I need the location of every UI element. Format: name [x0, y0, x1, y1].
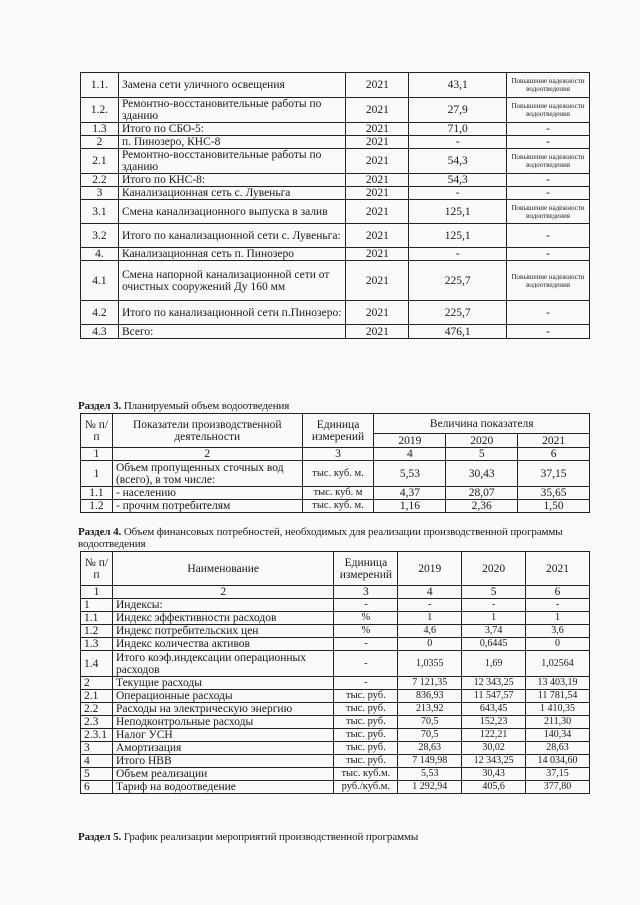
row-year: 2021: [346, 187, 409, 200]
row-name: Амортизация: [112, 742, 333, 755]
row-value: 211,30: [526, 716, 590, 729]
row-note: Повышение надежности водоотведения: [507, 200, 590, 224]
row-number: 1: [81, 461, 113, 487]
row-unit: -: [334, 599, 398, 612]
row-name: Итого коэф.индексации операционных расходов: [112, 651, 333, 677]
table-row: [81, 625, 590, 638]
row-value: -: [409, 248, 507, 261]
row-name: Индекс потребительских цен: [112, 625, 333, 638]
row-value: 1,02564: [526, 651, 590, 677]
row-value: 1: [462, 612, 526, 625]
row-value: 3,6: [526, 625, 590, 638]
year-2021: 2021: [518, 434, 590, 448]
row-number: 3.2: [81, 224, 119, 248]
table-row: [81, 200, 590, 224]
row-year: 2021: [346, 325, 409, 339]
row-year: 2021: [346, 98, 409, 123]
row-number: 1.2: [81, 500, 113, 513]
row-number: 1.2: [81, 625, 113, 638]
section4-heading: Раздел 4. Объем финансовых потребностей, необходимых для реализации производственной программы водоотведения: [78, 526, 563, 550]
row-value: -: [409, 187, 507, 200]
row-name: Канализационная сеть п. Пинозеро: [118, 248, 346, 261]
row-unit: руб./куб.м.: [334, 781, 398, 794]
table-row: [81, 461, 590, 487]
row-name: Ремонтно-восстановительные работы по зданию: [118, 149, 346, 174]
row-year: 2021: [346, 248, 409, 261]
row-value: 27,9: [409, 98, 507, 123]
header-name: Наименование: [112, 552, 333, 586]
row-value: 4,37: [374, 487, 446, 500]
table-row: [81, 123, 590, 136]
row-number: 3.1: [81, 200, 119, 224]
row-number: 2.3: [81, 716, 113, 729]
row-note: -: [507, 301, 590, 325]
header-indicator: Показатели производственной деятельности: [112, 414, 302, 448]
row-value: 4,6: [398, 625, 462, 638]
col-index: 1: [81, 586, 113, 599]
row-note: -: [507, 224, 590, 248]
table-row: [81, 599, 590, 612]
row-value: 377,80: [526, 781, 590, 794]
row-name: Итого НВВ: [112, 755, 333, 768]
row-number: 4.2: [81, 301, 119, 325]
row-name: Всего:: [118, 325, 346, 339]
row-unit: тыс. куб.м.: [334, 768, 398, 781]
row-name: Операционные расходы: [112, 690, 333, 703]
table-row: [81, 716, 590, 729]
row-value: 0,6445: [462, 638, 526, 651]
row-value: 71,0: [409, 123, 507, 136]
row-value: 476,1: [409, 325, 507, 339]
row-value: 122,21: [462, 729, 526, 742]
row-note: -: [507, 248, 590, 261]
row-number: 1.1: [81, 612, 113, 625]
row-value: 1,0355: [398, 651, 462, 677]
row-year: 2021: [346, 73, 409, 98]
row-number: 3: [81, 742, 113, 755]
row-unit: %: [334, 625, 398, 638]
row-value: 836,93: [398, 690, 462, 703]
row-value: 1: [526, 612, 590, 625]
row-value: 5,53: [374, 461, 446, 487]
row-name: Индекс эффективности расходов: [112, 612, 333, 625]
row-year: 2021: [346, 261, 409, 301]
row-value: 1,16: [374, 500, 446, 513]
measures-table: [80, 72, 590, 339]
row-value: 37,15: [518, 461, 590, 487]
row-name: Замена сети уличного освещения: [118, 73, 346, 98]
table-row: [81, 487, 590, 500]
row-number: 4: [81, 755, 113, 768]
table-row: [81, 638, 590, 651]
row-value: 13 403,19: [526, 677, 590, 690]
row-note: -: [507, 325, 590, 339]
row-value: 1: [398, 612, 462, 625]
row-unit: тыс. куб. м: [302, 487, 374, 500]
section5-heading: Раздел 5. График реализации мероприятий производственной программы: [78, 831, 419, 843]
row-value: 213,92: [398, 703, 462, 716]
row-number: 2.3.1: [81, 729, 113, 742]
row-value: 28,63: [398, 742, 462, 755]
row-value: 14 034,60: [526, 755, 590, 768]
header-num: № п/п: [81, 414, 113, 448]
row-value: -: [398, 599, 462, 612]
col-index: 4: [398, 586, 462, 599]
row-name: Расходы на электрическую энергию: [112, 703, 333, 716]
table-row: [81, 755, 590, 768]
year-2020: 2020: [446, 434, 518, 448]
row-value: 2,36: [446, 500, 518, 513]
table-row: [81, 187, 590, 200]
row-note: -: [507, 174, 590, 187]
row-value: 152,23: [462, 716, 526, 729]
row-unit: -: [334, 638, 398, 651]
row-value: 70,5: [398, 729, 462, 742]
col-index: 5: [446, 448, 518, 461]
row-value: 225,7: [409, 261, 507, 301]
row-year: 2021: [346, 149, 409, 174]
header-value: Величина показателя: [374, 414, 590, 434]
row-name: Смена канализационного выпуска в залив: [118, 200, 346, 224]
row-number: 2.1: [81, 149, 119, 174]
table-row: [81, 729, 590, 742]
row-name: Итого по СБО-5:: [118, 123, 346, 136]
row-unit: тыс. куб. м.: [302, 500, 374, 513]
row-value: 11 781,54: [526, 690, 590, 703]
row-value: 125,1: [409, 224, 507, 248]
row-value: 35,65: [518, 487, 590, 500]
year-2020: 2020: [462, 552, 526, 586]
table-row: [81, 651, 590, 677]
row-value: -: [526, 599, 590, 612]
table-row: [81, 136, 590, 149]
col-index: 5: [462, 586, 526, 599]
row-name: Текущие расходы: [112, 677, 333, 690]
table-row: [81, 612, 590, 625]
header-num: № п/п: [81, 552, 113, 586]
header-unit: Единица измерений: [334, 552, 398, 586]
table-row: [81, 781, 590, 794]
col-index: 3: [302, 448, 374, 461]
row-number: 1.3: [81, 123, 119, 136]
row-unit: тыс. руб.: [334, 690, 398, 703]
row-unit: тыс. руб.: [334, 729, 398, 742]
row-unit: %: [334, 612, 398, 625]
table-row: [81, 703, 590, 716]
row-value: 5,53: [398, 768, 462, 781]
row-note: Повышение надежности водоотведения: [507, 73, 590, 98]
row-number: 4.1: [81, 261, 119, 301]
table-row: [81, 690, 590, 703]
row-number: 4.3: [81, 325, 119, 339]
row-value: 140,34: [526, 729, 590, 742]
row-year: 2021: [346, 174, 409, 187]
row-year: 2021: [346, 224, 409, 248]
row-note: Повышение надежности водоотведения: [507, 98, 590, 123]
row-number: 6: [81, 781, 113, 794]
table-row: [81, 98, 590, 123]
row-value: 405,6: [462, 781, 526, 794]
row-value: 43,1: [409, 73, 507, 98]
table-row: [81, 677, 590, 690]
year-2019: 2019: [374, 434, 446, 448]
row-value: 3,74: [462, 625, 526, 638]
row-value: 37,15: [526, 768, 590, 781]
row-number: 4.: [81, 248, 119, 261]
table-row: [81, 149, 590, 174]
row-unit: тыс. руб.: [334, 703, 398, 716]
row-number: 2: [81, 136, 119, 149]
row-number: 2.1: [81, 690, 113, 703]
row-value: 225,7: [409, 301, 507, 325]
col-index: 1: [81, 448, 113, 461]
volume-table: [80, 413, 590, 513]
row-note: Повышение надежности водоотведения: [507, 149, 590, 174]
row-name: Итого по КНС-8:: [118, 174, 346, 187]
row-value: 1 292,94: [398, 781, 462, 794]
row-unit: -: [334, 651, 398, 677]
row-value: 1 410,35: [526, 703, 590, 716]
col-index: 2: [112, 586, 333, 599]
row-value: 643,45: [462, 703, 526, 716]
row-number: 2.2: [81, 174, 119, 187]
row-value: -: [462, 599, 526, 612]
row-name: Налог УСН: [112, 729, 333, 742]
row-number: 2.2: [81, 703, 113, 716]
row-name: п. Пинозеро, КНС-8: [118, 136, 346, 149]
row-name: Итого по канализационной сети с. Лувеньга:: [118, 224, 346, 248]
row-number: 5: [81, 768, 113, 781]
col-index: 6: [526, 586, 590, 599]
row-number: 1.4: [81, 651, 113, 677]
row-name: Ремонтно-восстановительные работы по зданию: [118, 98, 346, 123]
year-2019: 2019: [398, 552, 462, 586]
row-note: -: [507, 136, 590, 149]
row-number: 2: [81, 677, 113, 690]
table-row: [81, 301, 590, 325]
row-name: Канализационная сеть с. Лувеньга: [118, 187, 346, 200]
table-row: [81, 261, 590, 301]
row-name: Смена напорной канализационной сети от очистных сооружений Ду 160 мм: [118, 261, 346, 301]
row-note: Повышение надежности водоотведения: [507, 261, 590, 301]
header-unit: Единица измерений: [302, 414, 374, 448]
row-unit: -: [334, 677, 398, 690]
row-value: 70,5: [398, 716, 462, 729]
table-row: [81, 248, 590, 261]
row-name: Неподконтрольные расходы: [112, 716, 333, 729]
row-unit: тыс. руб.: [334, 742, 398, 755]
row-value: 1,50: [518, 500, 590, 513]
table-row: [81, 73, 590, 98]
row-value: -: [409, 136, 507, 149]
row-value: 0: [398, 638, 462, 651]
row-value: 30,43: [446, 461, 518, 487]
row-name: - прочим потребителям: [112, 500, 302, 513]
row-name: Индекс количества активов: [112, 638, 333, 651]
row-value: 12 343,25: [462, 755, 526, 768]
row-number: 1.3: [81, 638, 113, 651]
table-row: [81, 224, 590, 248]
finance-table: [80, 551, 590, 794]
row-number: 1.2.: [81, 98, 119, 123]
row-name: Итого по канализационной сети п.Пинозеро:: [118, 301, 346, 325]
row-value: 30,43: [462, 768, 526, 781]
row-value: 7 149,98: [398, 755, 462, 768]
row-value: 54,3: [409, 149, 507, 174]
row-year: 2021: [346, 123, 409, 136]
row-value: 28,63: [526, 742, 590, 755]
row-number: 1.1: [81, 487, 113, 500]
col-index: 3: [334, 586, 398, 599]
year-2021: 2021: [526, 552, 590, 586]
row-value: 30,02: [462, 742, 526, 755]
row-note: -: [507, 187, 590, 200]
row-number: 3: [81, 187, 119, 200]
row-value: 11 547,57: [462, 690, 526, 703]
col-index: 4: [374, 448, 446, 461]
row-name: Объем пропущенных сточных вод (всего), в том числе:: [112, 461, 302, 487]
row-unit: тыс. руб.: [334, 755, 398, 768]
row-name: Объем реализации: [112, 768, 333, 781]
row-note: -: [507, 123, 590, 136]
row-value: 12 343,25: [462, 677, 526, 690]
table-row: [81, 325, 590, 339]
row-value: 125,1: [409, 200, 507, 224]
row-value: 0: [526, 638, 590, 651]
section3-heading: Раздел 3. Планируемый объем водоотведения: [78, 400, 290, 412]
row-year: 2021: [346, 301, 409, 325]
row-number: 1.1.: [81, 73, 119, 98]
row-name: Тариф на водоотведение: [112, 781, 333, 794]
table-row: [81, 500, 590, 513]
row-value: 54,3: [409, 174, 507, 187]
row-year: 2021: [346, 136, 409, 149]
row-value: 1,69: [462, 651, 526, 677]
row-unit: тыс. руб.: [334, 716, 398, 729]
row-name: Индексы:: [112, 599, 333, 612]
table-row: [81, 742, 590, 755]
table-row: [81, 768, 590, 781]
table-row: [81, 174, 590, 187]
row-value: 28,07: [446, 487, 518, 500]
row-unit: тыс. куб. м.: [302, 461, 374, 487]
row-value: 7 121,35: [398, 677, 462, 690]
row-name: - населению: [112, 487, 302, 500]
row-number: 1: [81, 599, 113, 612]
col-index: 6: [518, 448, 590, 461]
row-year: 2021: [346, 200, 409, 224]
col-index: 2: [112, 448, 302, 461]
